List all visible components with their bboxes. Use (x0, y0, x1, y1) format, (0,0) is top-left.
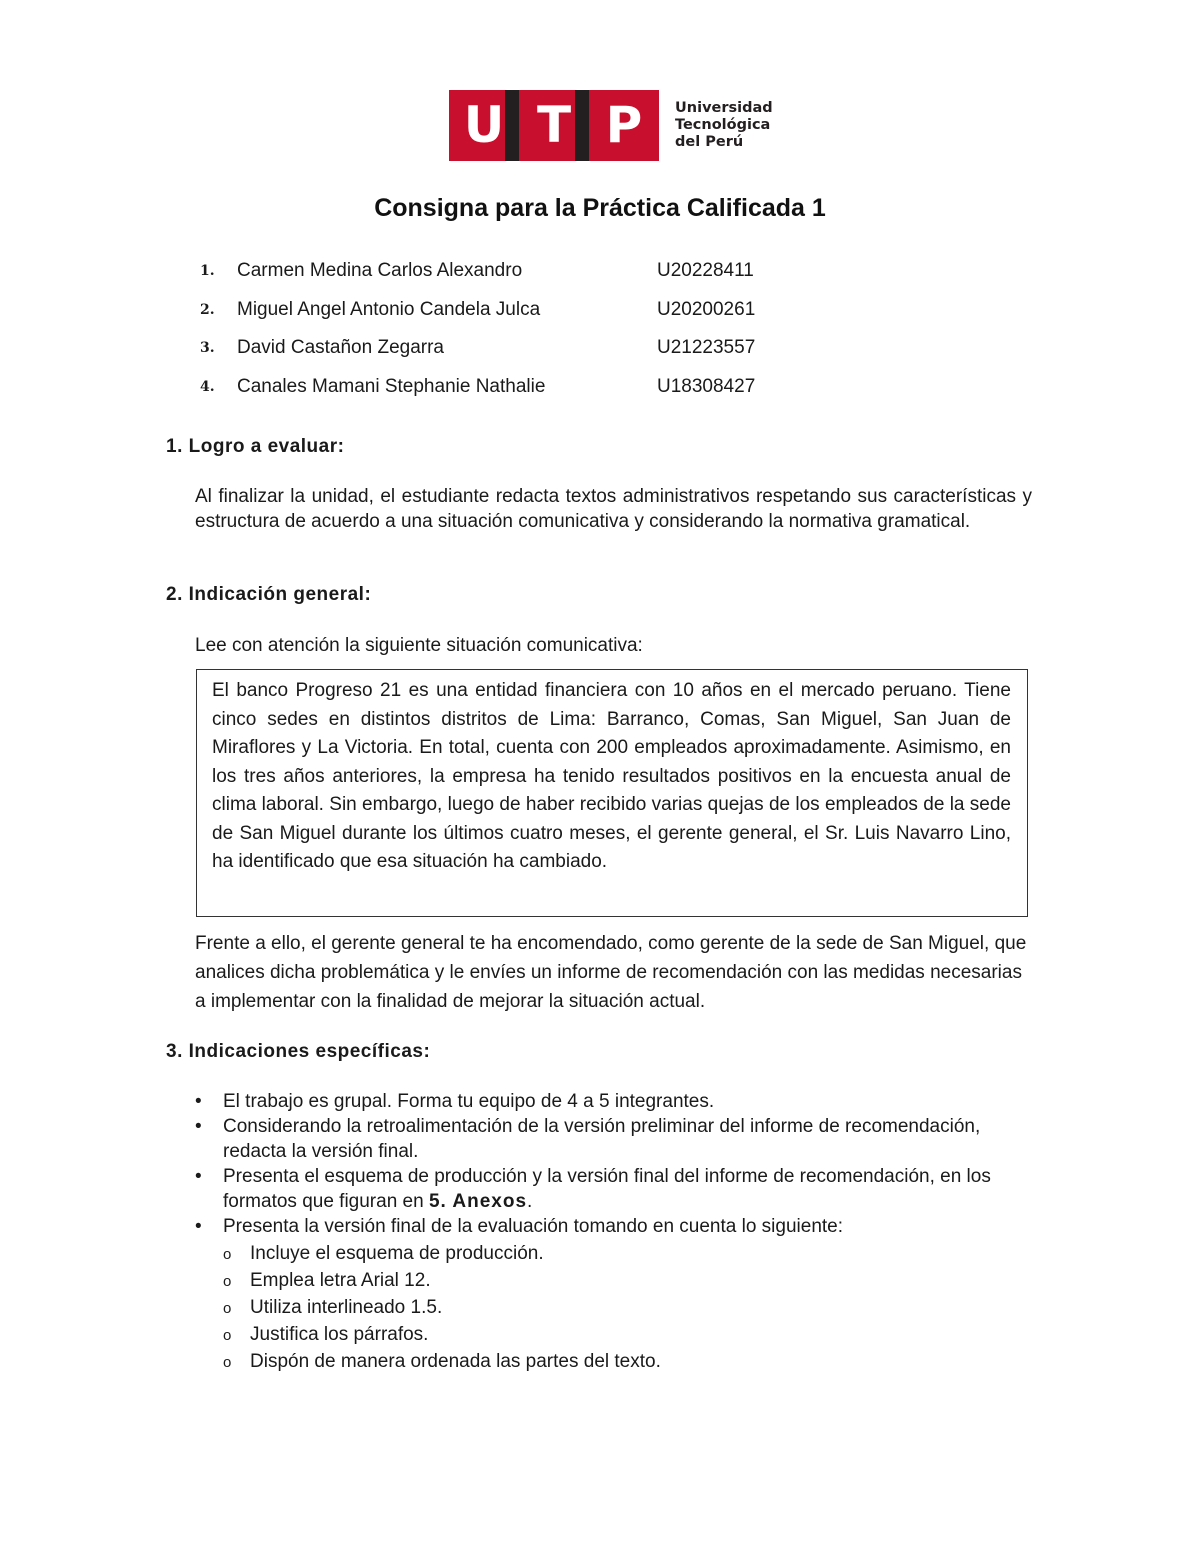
circle-bullet-icon: o (223, 1246, 232, 1263)
member-code: U21223557 (657, 337, 756, 359)
utp-logo-mark (449, 90, 659, 161)
logo-letter-t: T (536, 96, 572, 154)
circle-bullet-icon: o (223, 1273, 232, 1290)
bullet-icon: • (195, 1216, 202, 1237)
sub-item-text: Dispón de manera ordenada las partes del texto. (250, 1351, 661, 1372)
bullet-icon: • (195, 1091, 202, 1112)
section-2-intro: Lee con atención la siguiente situación comunicativa: (195, 635, 643, 656)
logo-line-2: Tecnológica (675, 117, 771, 133)
sub-list-item (195, 1349, 1035, 1374)
utp-logo-wordmark (675, 100, 773, 151)
section-1-text: Al finalizar la unidad, el estudiante redacta textos administrativos respetando sus características y estructura de acuerdo a una situación comunicativa y considerando la normativa gramatical. (195, 486, 1032, 532)
section-2-after-text: Frente a ello, el gerente general te ha encomendado, como gerente de la sede de San Miguel, que analices dicha problemática y le envíes un informe de recomendación con las medidas necesarias a implementar con la finalidad de mejorar la situación actual. (195, 933, 1027, 1012)
list-item (195, 1114, 1035, 1164)
circle-bullet-icon: o (223, 1300, 232, 1317)
bullet-icon: • (195, 1166, 202, 1187)
member-number: 4. (200, 378, 215, 395)
bullet-text-post: . (527, 1191, 533, 1212)
member-number: 1. (200, 263, 215, 280)
list-item (195, 1164, 1035, 1214)
sub-list-item (195, 1295, 1035, 1320)
member-code: U18308427 (657, 375, 756, 397)
utp-logo (449, 90, 773, 161)
specific-indications-list (195, 1089, 1035, 1374)
list-item (195, 1214, 1035, 1239)
bullet-text: Presenta la versión final de la evaluación tomando en cuenta lo siguiente: (223, 1216, 844, 1237)
member-code: U20200261 (657, 298, 756, 320)
sub-item-text: Utiliza interlineado 1.5. (250, 1297, 443, 1318)
logo-line-1: Universidad (675, 100, 773, 116)
sub-item-text: Incluye el esquema de producción. (250, 1243, 544, 1264)
bullet-text: Considerando la retroalimentación de la versión preliminar del informe de recomendación, redacta la versión final. (223, 1116, 981, 1162)
member-name: Carmen Medina Carlos Alexandro (237, 260, 523, 282)
member-row (200, 291, 797, 330)
member-list (200, 252, 797, 406)
logo-line-3: del Perú (675, 134, 744, 150)
member-row (200, 252, 797, 291)
member-row (200, 329, 797, 368)
document-title: Consigna para la Práctica Calificada 1 (374, 194, 826, 222)
member-name: Canales Mamani Stephanie Nathalie (237, 375, 546, 397)
member-name: Miguel Angel Antonio Candela Julca (237, 298, 541, 320)
section-2-heading: 2. Indicación general: (166, 584, 372, 605)
section-3-heading: 3. Indicaciones específicas: (166, 1041, 431, 1062)
bullet-icon: • (195, 1116, 202, 1137)
sub-list-item (195, 1241, 1035, 1266)
sub-item-text: Emplea letra Arial 12. (250, 1270, 431, 1291)
section-1-heading: 1. Logro a evaluar: (166, 436, 345, 457)
sub-list-item (195, 1268, 1035, 1293)
situation-box: El banco Progreso 21 es una entidad financiera con 10 años en el mercado peruano. Tiene cinco sedes en distintos distritos de Lima: Barranco, Comas, San Miguel, San Juan de Miraflores y La Victoria. En total, cuenta con 200 empleados aproximadamente. Asimismo, en los tres años anteriores, la empresa ha tenido resultados positivos en la encuesta anual de clima laboral. Sin embargo, luego de haber recibido varias quejas de los empleados de la sede de San Miguel durante los últimos cuatro meses, el gerente general, el Sr. Luis Navarro Lino, ha identificado que esa situación ha cambiado. (196, 669, 1028, 917)
list-item (195, 1089, 1035, 1114)
bullet-text: El trabajo es grupal. Forma tu equipo de 4 a 5 integrantes. (223, 1091, 715, 1112)
member-row (200, 368, 797, 407)
logo-letter-u: U (463, 96, 505, 154)
bullet-text-pre: Presenta el esquema de producción y la versión final del informe de recomendación, en los formatos que figuran en (223, 1166, 991, 1212)
logo-letter-p: P (605, 96, 643, 154)
member-code: U20228411 (657, 260, 754, 282)
sub-list-item (195, 1322, 1035, 1347)
circle-bullet-icon: o (223, 1354, 232, 1371)
member-number: 2. (200, 301, 215, 318)
anexos-reference: 5. Anexos (428, 1191, 528, 1212)
circle-bullet-icon: o (223, 1327, 232, 1344)
sub-item-text: Justifica los párrafos. (250, 1324, 429, 1345)
member-number: 3. (200, 340, 215, 357)
member-name: David Castañon Zegarra (237, 337, 444, 359)
